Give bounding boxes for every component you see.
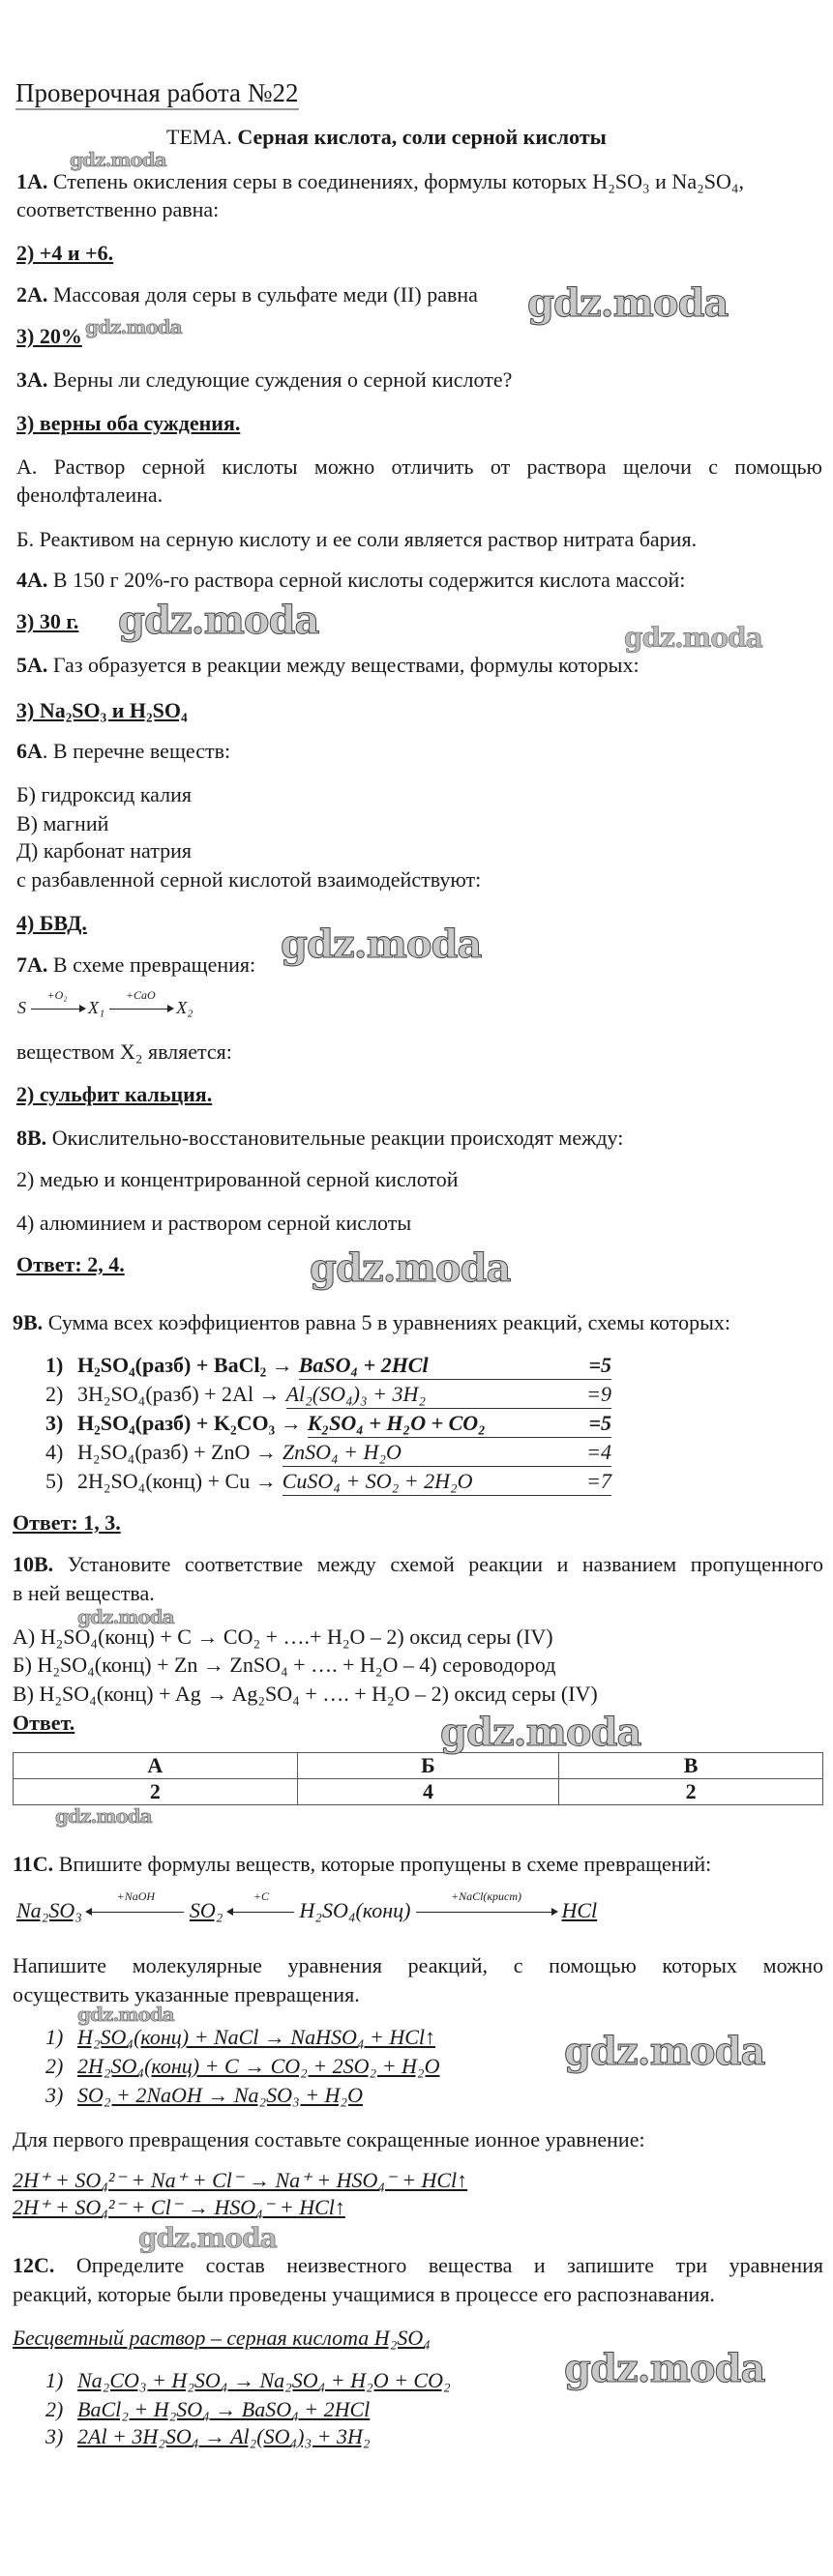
equation-text: BaCl₂ + H₂SO₄ → BaSO₄ + 2HCl [77, 2397, 371, 2421]
coefficient-sum: =5 [588, 1411, 611, 1435]
equation-row [45, 1381, 611, 1409]
question-text: Окислительно-восстановительные реакции происходят между: [46, 1126, 624, 1150]
question-text: . В перечне веществ: [42, 739, 231, 763]
reactants: 3H₂SO₄(разб) + 2Al → [77, 1382, 281, 1406]
coefficient-sum: =4 [586, 1440, 611, 1464]
scheme-substance: Na₂SO₃ [16, 1898, 82, 1922]
arrow-left-icon [87, 1889, 184, 1913]
watermark: gdz.moda [310, 1245, 511, 1291]
equation [45, 2396, 370, 2423]
reactants: H₂SO₄(разб) + BaCl₂ → [77, 1353, 293, 1377]
arrow-icon [31, 988, 84, 1010]
equation-text: 2Al + 3H₂SO₄ → Al₂(SO₄)₃ + 3H₂ [77, 2424, 371, 2448]
table-header: А [14, 1753, 298, 1779]
question-number: 6А [16, 739, 43, 763]
arrow-label: +NaOH [116, 1889, 156, 1904]
list-item: Б) гидроксид калия [16, 782, 193, 806]
question-text-cont: веществом X₂ является: [16, 1039, 232, 1064]
question-text: Впишите формулы веществ, которые пропущены в схеме превращений: [53, 1852, 712, 1876]
row-number: 4) [45, 1440, 64, 1464]
question-1 [16, 168, 744, 195]
equation-row [45, 1410, 611, 1438]
question-text-cont: в ней вещества. [13, 1581, 155, 1605]
question-number: 8В. [16, 1126, 47, 1150]
watermark: gdz.moda [527, 280, 729, 326]
table-header-row [14, 1753, 823, 1779]
answer-table [13, 1752, 823, 1805]
watermark: gdz.moda [440, 1710, 641, 1755]
question-text-cont: соответственно равна: [16, 197, 220, 221]
question-text-cont: с разбавленной серной кислотой взаимодействуют: [16, 867, 482, 892]
question-text: Степень окисления серы в соединениях, формулы которых H₂SO₃ и Na₂SO₄, [47, 169, 745, 193]
question-5 [16, 652, 640, 679]
equation-row [45, 1439, 611, 1467]
topic-title: Серная кислота, соли серной кислоты [237, 125, 607, 149]
table-header: Б [297, 1753, 558, 1779]
watermark: gdz.moda [70, 148, 166, 171]
arrow-label: +CaO [125, 988, 156, 1003]
coefficient-sum: =5 [588, 1353, 611, 1377]
watermark: gdz.moda [77, 1605, 174, 1628]
transformation-scheme [17, 988, 193, 1019]
answer: 2) сульфит кальция. [16, 1082, 213, 1106]
table-header: В [559, 1753, 823, 1779]
equation [45, 2082, 363, 2109]
arrow-label: +C [253, 1889, 269, 1904]
answer: Ответ: 2, 4. [16, 1252, 125, 1276]
statement-b: Б. Реактивом на серную кислоту и ее соли является раствор нитрата бария. [16, 527, 698, 551]
equation [45, 2367, 451, 2394]
answer: Бесцветный раствор – серная кислота H₂SO₄ [13, 2326, 431, 2350]
topic [166, 124, 607, 151]
option: 4) алюминием и раствором серной кислоты [16, 1211, 412, 1235]
question-text-cont: Напишите молекулярные уравнения реакций, с помощью которых можно [13, 1953, 823, 1977]
question-number: 10В. [13, 1552, 54, 1576]
question-8 [16, 1125, 623, 1152]
answer: Ответ: 1, 3. [13, 1510, 121, 1535]
equation [45, 2053, 439, 2080]
equation-text: Na₂CO₃ + H₂SO₄ → Na₂SO₄ + H₂O + CO₂ [77, 2368, 451, 2392]
ionic-task: Для первого превращения составьте сокращенные ионное уравнение: [13, 2127, 645, 2152]
watermark: gdz.moda [55, 1804, 152, 1828]
scheme-substance: HCl [561, 1898, 598, 1922]
question-text-cont: реакций, которые были проведены учащимися в процессе его распознавания. [13, 2282, 715, 2306]
row-number: 2) [45, 1382, 64, 1406]
watermark: gdz.moda [564, 2029, 765, 2074]
coefficient-sum: =9 [586, 1382, 611, 1406]
equation [45, 2423, 371, 2450]
row-number: 3) [45, 2083, 64, 2107]
answer: 4) БВД. [16, 911, 87, 935]
reaction-scheme: А) H₂SO₄(конц) + C → CO₂ + ….+ H₂O – 2) оксид серы (IV) [13, 1625, 553, 1649]
statement-a-cont: фенолфталеина. [16, 483, 164, 507]
scheme-substance: H₂SO₄(конц) [299, 1898, 411, 1922]
topic-prefix: ТЕМА. [166, 125, 238, 149]
ionic-equation: 2H⁺ + SO₄²⁻ + Na⁺ + Cl⁻ → Na⁺ + HSO₄⁻ + HCl↑ [13, 2168, 468, 2192]
list-item: Д) карбонат натрия [16, 838, 192, 863]
answer: 3) 30 г. [16, 609, 79, 633]
list-item: В) магний [16, 811, 109, 835]
reactants: H₂SO₄(разб) + K₂CO₃ → [77, 1411, 302, 1435]
answer: 3) верны оба суждения. [16, 411, 241, 435]
answer: 3) Na₂SO₃ и H₂SO₄ [16, 698, 188, 722]
table-cell: 2 [14, 1779, 298, 1805]
question-number: 1А. [16, 169, 48, 193]
answer: 2) +4 и +6. [16, 241, 114, 265]
coefficient-sum: =7 [586, 1469, 611, 1493]
equation [45, 2024, 435, 2051]
scheme-substance: X₁ [88, 998, 105, 1017]
equation-text: H₂SO₄(конц) + NaCl → NaHSO₄ + HCl↑ [77, 2025, 436, 2049]
row-number: 2) [45, 2054, 64, 2078]
reactants: 2H₂SO₄(конц) + Cu → [77, 1469, 277, 1493]
question-text-cont: осуществить указанные превращения. [13, 1982, 360, 2006]
question-text: Сумма всех коэффициентов равна 5 в уравнениях реакций, схемы которых: [43, 1310, 730, 1334]
question-text: Установите соответствие между схемой реакции и названием пропущенного [53, 1552, 823, 1576]
table-cell: 2 [559, 1779, 823, 1805]
question-10 [13, 1551, 823, 1578]
watermark: gdz.moda [138, 2222, 277, 2254]
question-number: 9В. [13, 1310, 44, 1334]
arrow-label: +O₂ [46, 988, 68, 1003]
question-text: Верны ли следующие суждения о серной кислоте? [47, 367, 513, 392]
reaction-scheme: В) H₂SO₄(конц) + Ag → Ag₂SO₄ + …. + H₂O – 2) оксид серы (IV) [13, 1682, 598, 1706]
watermark: gdz.moda [77, 2003, 174, 2026]
products: BaSO₄ + 2HCl [298, 1353, 429, 1377]
statement-a: А. Раствор серной кислоты можно отличить от раствора щелочи с помощью [16, 454, 822, 479]
question-number: 11С. [13, 1852, 54, 1876]
question-number: 7А. [16, 952, 48, 977]
question-text: Газ образуется в реакции между веществами, формулы которых: [47, 653, 640, 677]
scheme-substance: S [17, 998, 26, 1017]
row-number: 1) [45, 2368, 64, 2392]
watermark: gdz.moda [624, 622, 762, 654]
question-number: 5А. [16, 653, 48, 677]
question-2 [16, 281, 478, 308]
scheme-substance: SO₂ [189, 1898, 223, 1922]
watermark: gdz.moda [564, 2346, 765, 2391]
ionic-equation: 2H⁺ + SO₄²⁻ + Cl⁻ → HSO₄⁻ + HCl↑ [13, 2195, 345, 2219]
watermark: gdz.moda [85, 315, 182, 338]
arrow-icon [109, 988, 172, 1010]
row-number: 3) [45, 1411, 64, 1435]
watermark: gdz.moda [118, 598, 319, 643]
question-3 [16, 366, 512, 394]
equation-text: 2H₂SO₄(конц) + C → CO₂ + 2SO₂ + H₂O [77, 2054, 440, 2078]
question-6 [16, 738, 230, 765]
table-row [14, 1779, 823, 1805]
option: 2) медью и концентрированной серной кислотой [16, 1167, 459, 1191]
transformation-scheme [16, 1889, 598, 1924]
question-text: В схеме превращения: [47, 952, 256, 977]
question-9 [13, 1309, 730, 1336]
arrow-left-icon [228, 1889, 294, 1913]
row-number: 5) [45, 1469, 64, 1493]
answer-label: Ответ. [13, 1711, 75, 1735]
question-number: 3А. [16, 367, 48, 392]
row-number: 3) [45, 2424, 64, 2448]
products: K₂SO₄ + H₂O + CO₂ [307, 1411, 486, 1435]
question-text: Массовая доля серы в сульфате меди (II) равна [47, 282, 478, 307]
equation-text: SO₂ + 2NaOH → Na₂SO₃ + H₂O [77, 2083, 363, 2107]
reactants: H₂SO₄(разб) + ZnO → [77, 1440, 277, 1464]
row-number: 1) [45, 2025, 64, 2049]
answer: 3) 20% [16, 324, 82, 348]
table-cell: 4 [297, 1779, 558, 1805]
row-number: 1) [45, 1353, 64, 1377]
equation-row [45, 1468, 611, 1496]
arrow-label: +NaCl(крист) [450, 1889, 522, 1904]
question-text: Определите состав неизвестного вещества и запишите три уравнения [54, 2253, 823, 2277]
row-number: 2) [45, 2397, 64, 2421]
question-number: 12С. [13, 2253, 55, 2277]
question-text: В 150 г 20%-го раствора серной кислоты содержится кислота массой: [47, 568, 686, 592]
arrow-icon [416, 1889, 556, 1913]
question-number: 2А. [16, 282, 48, 307]
page-title: Проверочная работа №22 [15, 77, 299, 110]
reaction-scheme: Б) H₂SO₄(конц) + Zn → ZnSO₄ + …. + H₂O – 4) сероводород [13, 1653, 556, 1677]
products: ZnSO₄ + H₂O [282, 1440, 402, 1464]
products: Al₂(SO₄)₃ + 3H₂ [285, 1382, 426, 1406]
watermark: gdz.moda [281, 922, 482, 967]
question-4 [16, 567, 685, 594]
question-7 [16, 951, 255, 979]
scheme-substance: X₂ [176, 998, 193, 1017]
question-number: 4А. [16, 568, 48, 592]
equation-row [45, 1352, 611, 1380]
question-11 [13, 1851, 711, 1878]
question-12 [13, 2252, 823, 2279]
products: CuSO₄ + SO₂ + 2H₂O [282, 1469, 473, 1493]
